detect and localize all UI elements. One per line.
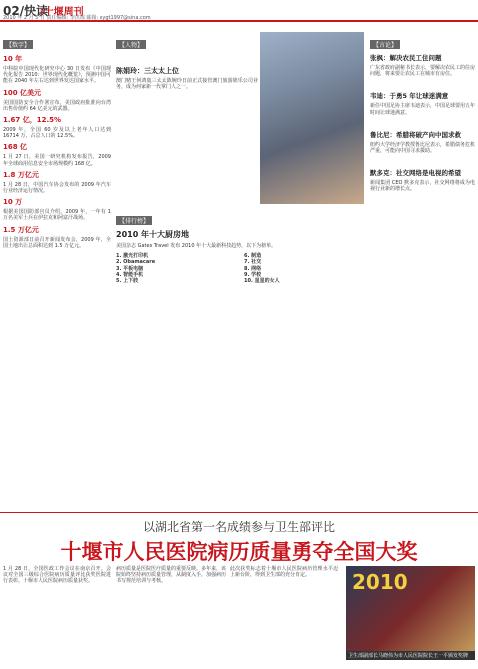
article-title: 十堰市人民医院病历质量勇夺全国大奖	[60, 539, 418, 564]
number-text: 国土资源部日前召开新闻发布会，2009 年，全国土地出让总面积达到 1.5 万亿元。	[3, 236, 111, 249]
number-text: 2009 年，全国 60 岁及以上老年人口达到 16714 万，占总人口的 12.5%。	[3, 127, 111, 140]
list-item: 10. 星星的女人	[244, 278, 280, 285]
number-heading: 1.5 万亿元	[3, 225, 39, 234]
list-item: 2. Obamacare	[116, 259, 156, 266]
section-label: 【言论】	[370, 40, 400, 49]
list-item: 4. 智能手机	[116, 271, 144, 278]
number-text: 1 月 28 日，中国汽车协会发布的 2009 年汽车行业经济运行情况。	[3, 181, 111, 195]
ranking-title: 2010 年十大厨房地	[116, 230, 190, 239]
number-text: 美国国防安全合作署宣布，美国政府批准向台湾出售价值约 64 亿美元的武器。	[3, 99, 111, 112]
list-item: 1. 激光打印机	[116, 253, 149, 260]
number-item	[3, 197, 111, 221]
award-photo	[346, 566, 475, 660]
quote-title: 鲁比尼：希腊将破产向中国求救	[370, 130, 461, 139]
list-item: 5. 上下肢	[116, 278, 139, 285]
number-text: 1 月 27 日，美国一研究机构发布报告，2009 年全球商用信息安全市场规模约 168 亿。	[3, 154, 111, 167]
quote-title: 韦迪：于勇5 年让球迷满意	[370, 92, 449, 101]
photo-caption: 卫生部副部长马晓伟为市人民医院院长王一平颁发奖牌	[346, 651, 475, 660]
ranking-intro: 美国杂志 Gates Travel 发布 2010 年十大最新科技趋势，以下为榜单。	[116, 243, 277, 249]
date-line: 2010 年 2 月 5 日 责任编辑: 李洪琼 邮箱: sygt1997@sina.com	[3, 15, 151, 21]
number-list	[3, 54, 111, 249]
person-text: 澳门赌王何鸿燊三太太陈婉玲日前正式接管澳门旅游娱乐公司业务，成为何家新一代掌门人之一。	[116, 78, 258, 91]
quote-title: 张枫：解决农民工住问题	[370, 54, 442, 62]
photo-year: 2010	[352, 570, 408, 594]
person-photo	[260, 32, 364, 204]
section-label: 【排行榜】	[116, 216, 152, 225]
section-label: 【数字】	[3, 40, 33, 49]
quote-text: 新闻集团 CEO 默多克表示，社交网络将成为电视行业新的增长点。	[370, 180, 475, 193]
column-ranking	[116, 208, 364, 508]
article-body-col1: 1 月 28 日，全国医政工作会议在南京召开。会议对全国三级综合医院病历质量评比获奖医院进行表彰。十堰市人民医院病历质量获奖。	[3, 566, 111, 585]
list-item: 7. 社交	[244, 259, 262, 266]
number-heading: 1.67 亿，12.5%	[3, 116, 61, 125]
quote-title: 默多克：社交网络是电视的希望	[370, 169, 461, 178]
page-header	[0, 0, 478, 22]
list-item: 3. 平板电脑	[116, 265, 144, 272]
number-item	[3, 54, 111, 85]
number-item	[3, 115, 111, 139]
magazine-title: /十堰周刊	[40, 7, 84, 18]
page-number: 02/快读	[3, 4, 49, 18]
article-body-col3: 此次获奖标志着十堰市人民医院病历管理水平迈上新台阶，得到卫生部的充分肯定。	[230, 566, 338, 579]
number-item	[3, 225, 111, 249]
person-caption: 陈娟玲：三太太上位	[116, 67, 179, 75]
number-item	[3, 142, 111, 166]
number-heading: 1.8 万亿元	[3, 170, 39, 179]
list-item: 9. 学校	[244, 271, 262, 278]
quote-text: 广东省政府副秘书长表示，要解决农民工的住房问题，将来要让农民工在城市有房住。	[370, 65, 475, 78]
quote-item	[370, 53, 475, 77]
quote-text: 新任中国足协主席韦迪表示，中国足球要用五年时间让球迷满意。	[370, 103, 475, 116]
number-heading: 10 万	[3, 198, 23, 207]
number-item	[3, 88, 111, 112]
column-quotes	[370, 32, 475, 510]
column-person	[116, 32, 258, 222]
number-heading: 100 亿美元	[3, 88, 42, 97]
quote-item	[370, 130, 475, 154]
quote-text: 纽约大学经济学教授鲁比尼表示，希腊债务危机严重，可能向中国寻求援助。	[370, 141, 475, 155]
ranking-list	[116, 253, 364, 284]
list-item: 6. 制造	[244, 253, 262, 260]
number-item	[3, 170, 111, 194]
number-text: 中科院中国现代化研究中心 30 日发布《中国现代化报告 2010：世界现代化概览》，预测中国可能在 2040 年左右达到世界发达国家水平。	[3, 66, 111, 85]
column-numbers	[3, 32, 111, 510]
divider	[0, 512, 478, 513]
number-heading: 10 年	[3, 55, 23, 63]
list-item: 8. 网络	[244, 265, 262, 272]
number-text: 根据美国国防部官员介绍，2009 年，一年有 1 万名美军士兵在伊拉克和阿富汗战场。	[3, 209, 111, 222]
article-subtitle: 以湖北省第一名成绩参与卫生部评比	[142, 520, 335, 534]
quote-item	[370, 168, 475, 192]
section-label: 【人物】	[116, 40, 146, 49]
article-body-col2: 病历质量是医院医疗质量的重要反映。多年来，该院始终坚持病历质量管理，从制度入手，加强病历书写规范培训与考核。	[116, 566, 227, 585]
quote-item	[370, 91, 475, 115]
number-heading: 168 亿	[3, 143, 28, 152]
